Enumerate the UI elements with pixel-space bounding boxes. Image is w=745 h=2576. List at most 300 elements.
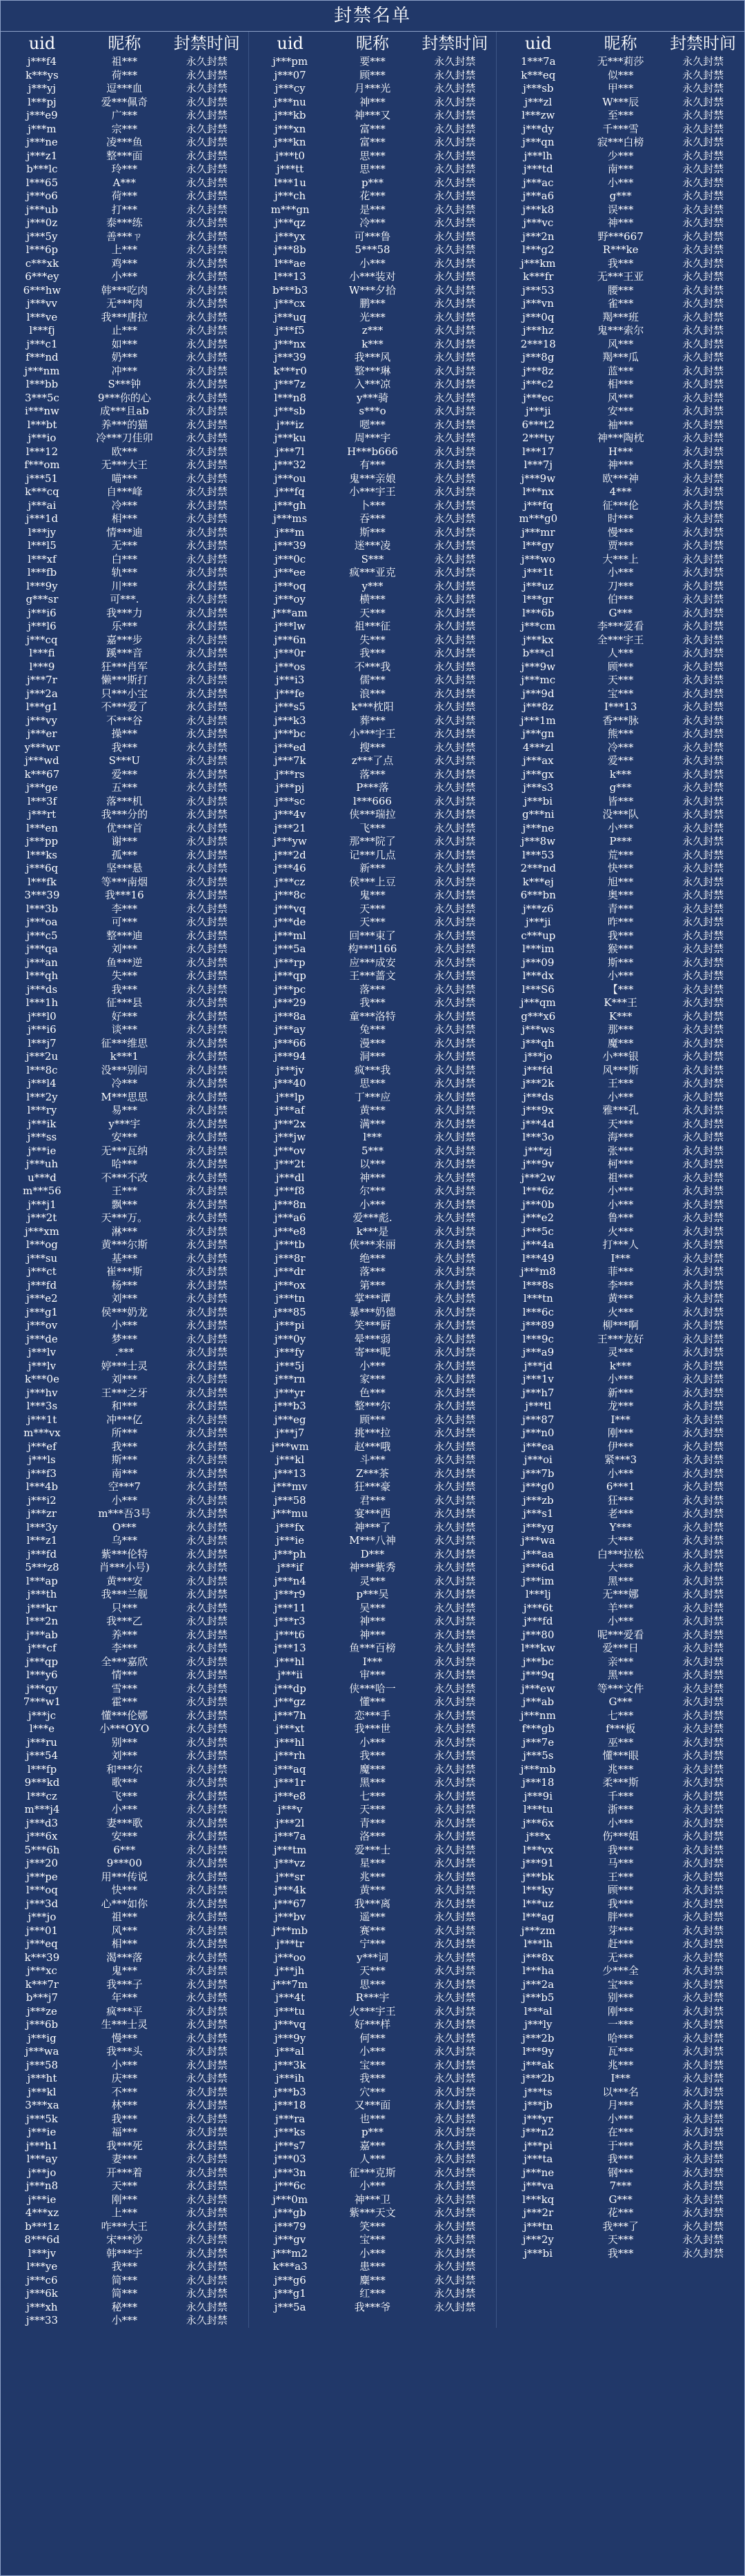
ban-time-cell: 永久封禁 <box>434 310 476 323</box>
ban-time-cell: 永久封禁 <box>434 1427 476 1439</box>
uid-cell: l***xf <box>28 552 57 565</box>
table-row <box>1 996 248 1010</box>
table-row <box>1 593 248 607</box>
ban-time-cell: 永久封禁 <box>434 1628 476 1641</box>
nickname-cell: 野***667 <box>597 230 644 243</box>
ban-time-cell: 永久封禁 <box>434 1762 476 1775</box>
ban-time-cell: 永久封禁 <box>186 1332 228 1345</box>
nickname-cell: 呢***爱看 <box>597 1628 644 1641</box>
uid-cell: j***33 <box>26 2314 59 2326</box>
nickname-cell: 小***装对 <box>349 270 396 283</box>
nickname-cell: 人*** <box>607 647 634 659</box>
table-row <box>249 1252 497 1266</box>
uid-cell: j***2b <box>522 2072 555 2084</box>
table-row <box>497 2059 744 2073</box>
nickname-cell: 韩***吃肉 <box>101 283 148 296</box>
uid-cell: j***46 <box>274 862 306 874</box>
table-row <box>249 1763 497 1777</box>
table-row <box>1 1884 248 1898</box>
table-row <box>497 203 744 217</box>
uid-cell: j***ov <box>275 1144 306 1157</box>
ban-time-cell: 永久封禁 <box>434 270 476 283</box>
uid-cell: j***ox <box>275 1278 306 1291</box>
ban-time-cell: 永久封禁 <box>682 2220 724 2233</box>
ban-time-cell: 永久封禁 <box>434 499 476 512</box>
uid-cell: j***af <box>275 1104 305 1116</box>
table-row <box>249 714 497 728</box>
nickname-cell: 第*** <box>359 1278 386 1291</box>
ban-time-cell: 永久封禁 <box>434 1480 476 1493</box>
ban-time-cell: 永久封禁 <box>186 1642 228 1654</box>
table-row <box>497 1830 744 1844</box>
table-row <box>1 392 248 405</box>
ban-time-cell: 永久封禁 <box>434 55 476 68</box>
table-row <box>1 109 248 123</box>
table-row <box>249 808 497 822</box>
ban-time-cell: 永久封禁 <box>434 203 476 216</box>
uid-cell: j***5a <box>274 943 306 955</box>
table-row <box>497 1306 744 1320</box>
nickname-cell: 我***乙 <box>106 1615 143 1627</box>
ban-time-cell: 永久封禁 <box>434 283 476 296</box>
nickname-cell: 鬼*** <box>111 1964 138 1977</box>
uid-cell: j***5y <box>26 230 58 243</box>
ban-time-cell: 永久封禁 <box>186 512 228 525</box>
uid-cell: j***ze <box>26 2004 57 2017</box>
ban-time-cell: 永久封禁 <box>434 767 476 781</box>
table-row <box>249 1480 497 1494</box>
table-row <box>497 257 744 271</box>
nickname-cell: 鱼***逆 <box>106 956 143 969</box>
ban-time-cell: 永久封禁 <box>434 1978 476 1991</box>
ban-time-cell: 永久封禁 <box>682 929 724 942</box>
table-row <box>497 96 744 110</box>
header-uid: uid <box>525 34 552 53</box>
uid-cell: j***vq <box>275 902 306 915</box>
table-row <box>497 1978 744 1992</box>
ban-time-cell: 永久封禁 <box>434 1265 476 1278</box>
ban-time-cell: 永久封禁 <box>434 1830 476 1842</box>
ban-time-cell: 永久封禁 <box>434 821 476 834</box>
uid-cell: j***uq <box>274 310 306 323</box>
uid-cell: l***kq <box>522 2193 555 2206</box>
ban-time-cell: 永久封禁 <box>682 1386 724 1399</box>
table-row <box>497 781 744 795</box>
ban-time-cell: 永久封禁 <box>186 781 228 794</box>
ban-time-cell: 永久封禁 <box>186 929 228 942</box>
ban-time-cell: 永久封禁 <box>434 889 476 901</box>
nickname-cell: M***八神 <box>349 1534 396 1547</box>
table-row <box>497 566 744 580</box>
ban-time-cell: 永久封禁 <box>682 1884 724 1896</box>
nickname-cell: 情***迪 <box>106 525 143 539</box>
uid-cell: j***x <box>526 1830 551 1842</box>
nickname-cell: 小***宇王 <box>349 485 396 498</box>
uid-cell: j***4a <box>522 1238 555 1251</box>
ban-time-cell: 永久封禁 <box>186 485 228 498</box>
ban-time-cell: 永久封禁 <box>434 68 476 81</box>
nickname-cell: 奥*** <box>607 889 634 901</box>
nickname-cell: H*** <box>608 445 633 458</box>
nickname-cell: 所*** <box>111 1427 138 1439</box>
ban-time-cell: 永久封禁 <box>682 821 724 834</box>
nickname-cell: 我***世 <box>354 1722 391 1735</box>
table-row <box>497 1615 744 1629</box>
ban-time-cell: 永久封禁 <box>186 1843 228 1856</box>
uid-cell: j***tl <box>525 1400 552 1412</box>
uid-cell: j***9i <box>524 1789 553 1802</box>
table-row <box>497 1642 744 1656</box>
nickname-cell: 满*** <box>359 1117 386 1130</box>
uid-cell: j***n2 <box>522 2126 555 2138</box>
ban-time-cell: 永久封禁 <box>434 687 476 700</box>
uid-cell: j***8n <box>274 1198 306 1211</box>
uid-cell: j***jv <box>276 1063 304 1076</box>
table-row <box>497 701 744 714</box>
ban-time-cell: 永久封禁 <box>434 418 476 431</box>
nickname-cell: 冷*** <box>359 217 386 229</box>
nickname-cell: 小*** <box>111 1319 138 1331</box>
ban-time-cell: 永久封禁 <box>186 714 228 727</box>
nickname-cell: p***吴 <box>356 1588 389 1600</box>
ban-time-cell: 永久封禁 <box>186 1292 228 1305</box>
table-row <box>497 1480 744 1494</box>
ban-time-cell: 永久封禁 <box>682 1211 724 1224</box>
nickname-cell: 天***万。 <box>101 1211 148 1224</box>
table-row <box>249 1158 497 1171</box>
ban-time-cell: 永久封禁 <box>682 1938 724 1950</box>
header-nickname: 昵称 <box>604 34 637 53</box>
nickname-cell: 别*** <box>111 1735 138 1749</box>
nickname-cell: 我***16 <box>105 889 144 901</box>
table-row <box>1 2193 248 2207</box>
nickname-cell: 刚*** <box>607 1427 634 1439</box>
ban-time-cell: 永久封禁 <box>682 243 724 256</box>
uid-cell: j***0q <box>522 310 555 323</box>
ban-time-cell: 永久封禁 <box>434 82 476 94</box>
table-row <box>249 2301 497 2315</box>
ban-time-cell: 永久封禁 <box>186 1870 228 1883</box>
table-row <box>1 2314 248 2328</box>
uid-cell: j***2d <box>274 848 306 861</box>
table-row <box>249 351 497 365</box>
ban-time-cell: 永久封禁 <box>186 1238 228 1251</box>
nickname-cell: 逗***血 <box>106 82 143 94</box>
table-row <box>1 849 248 863</box>
ban-time-cell: 永久封禁 <box>682 1319 724 1331</box>
table-row <box>249 969 497 983</box>
ban-time-cell: 永久封禁 <box>682 136 724 148</box>
uid-cell: j***pi <box>524 2139 553 2152</box>
uid-cell: j***qa <box>26 943 58 955</box>
ban-time-cell: 永久封禁 <box>682 525 724 539</box>
uid-cell: m***j4 <box>24 1803 60 1815</box>
ban-time-cell: 永久封禁 <box>682 351 724 363</box>
nickname-cell: 小*** <box>607 1467 634 1480</box>
ban-time-cell: 永久封禁 <box>682 701 724 713</box>
ban-time-cell: 永久封禁 <box>682 862 724 874</box>
table-row <box>249 566 497 580</box>
ban-time-cell: 永久封禁 <box>682 956 724 969</box>
table-row <box>249 1037 497 1051</box>
ban-time-cell: 永久封禁 <box>186 1628 228 1641</box>
uid-cell: l***3f <box>27 794 57 807</box>
uid-cell: j***c5 <box>26 929 58 942</box>
nickname-cell: 晕***弱 <box>354 1332 391 1345</box>
nickname-cell: 谢*** <box>111 835 138 847</box>
nickname-cell: 【*** <box>607 983 634 996</box>
uid-cell: j***c1 <box>26 337 58 350</box>
ban-time-cell: 永久封禁 <box>682 1803 724 1815</box>
ban-time-cell: 永久封禁 <box>682 1843 724 1856</box>
uid-cell: j***2t <box>275 1158 305 1170</box>
uid-cell: j***ay <box>275 1023 306 1036</box>
uid-cell: j***g1 <box>274 2287 306 2300</box>
table-row <box>249 1938 497 1951</box>
table-row <box>497 876 744 889</box>
ban-time-cell: 永久封禁 <box>186 956 228 969</box>
nickname-cell: 快*** <box>111 1884 138 1896</box>
nickname-cell: 开***着 <box>106 2166 143 2179</box>
ban-time-cell: 永久封禁 <box>186 1023 228 1036</box>
ban-time-cell: 永久封禁 <box>186 1063 228 1076</box>
uid-cell: j***ee <box>275 566 306 578</box>
ban-time-cell: 永久封禁 <box>186 660 228 673</box>
ban-time-cell: 永久封禁 <box>434 2220 476 2233</box>
nickname-cell: 宝*** <box>607 687 634 700</box>
ban-time-cell: 永久封禁 <box>434 190 476 202</box>
uid-cell: l***bb <box>26 378 59 390</box>
table-row <box>1 1924 248 1938</box>
ban-time-cell: 永久封禁 <box>434 835 476 847</box>
nickname-cell: 时*** <box>607 512 634 525</box>
nickname-cell: 鬼***索尔 <box>597 324 644 336</box>
table-row <box>249 2126 497 2140</box>
nickname-cell: 斯*** <box>111 1453 138 1466</box>
nickname-cell: 小*** <box>607 1373 634 1385</box>
ban-time-cell: 永久封禁 <box>434 1938 476 1950</box>
table-row <box>249 2220 497 2234</box>
table-row <box>249 1844 497 1858</box>
ban-time-cell: 永久封禁 <box>434 512 476 525</box>
table-row <box>1 96 248 110</box>
uid-cell: j***yg <box>522 1520 554 1533</box>
ban-time-cell: 永久封禁 <box>186 2166 228 2179</box>
table-row <box>1 351 248 365</box>
ban-time-cell: 永久封禁 <box>682 1104 724 1116</box>
table-row <box>249 445 497 459</box>
table-row <box>249 1884 497 1898</box>
uid-cell: j***e8 <box>274 1225 306 1238</box>
nickname-cell: 我*** <box>111 2260 138 2273</box>
uid-cell: j***ac <box>523 176 554 189</box>
uid-cell: j***g1 <box>26 1305 59 1318</box>
table-row <box>1 1373 248 1387</box>
table-row <box>1 1817 248 1831</box>
uid-cell: j***87 <box>522 1413 555 1426</box>
table-row <box>497 109 744 123</box>
uid-cell: j***gh <box>274 499 306 512</box>
ban-time-cell: 永久封禁 <box>682 1171 724 1184</box>
ban-time-cell: 永久封禁 <box>682 1063 724 1076</box>
uid-cell: j***j7 <box>275 1427 305 1439</box>
uid-cell: j***21 <box>274 821 306 834</box>
uid-cell: j***oq <box>274 579 306 592</box>
uid-cell: j***6x <box>522 1816 554 1829</box>
nickname-cell: 狂***豪 <box>354 1480 391 1493</box>
nickname-cell: 大*** <box>607 1561 634 1573</box>
ban-time-cell: 永久封禁 <box>434 1911 476 1923</box>
uid-cell: j***io <box>28 432 57 444</box>
ban-time-cell: 永久封禁 <box>682 1655 724 1668</box>
uid-cell: j***20 <box>26 1857 59 1869</box>
ban-time-cell: 永久封禁 <box>186 2112 228 2125</box>
uid-cell: j***c6 <box>26 2273 58 2286</box>
ban-time-cell: 永久封禁 <box>434 647 476 659</box>
table-row <box>1 1131 248 1145</box>
uid-cell: j***ra <box>275 2112 306 2125</box>
ban-time-cell: 永久封禁 <box>682 1762 724 1775</box>
table-row <box>1 1898 248 1911</box>
ban-time-cell: 永久封禁 <box>682 2018 724 2031</box>
nickname-cell: 全***嘉欣 <box>101 1655 148 1668</box>
ban-time-cell: 永久封禁 <box>186 1776 228 1789</box>
nickname-cell: 乌*** <box>111 1534 138 1547</box>
table-row <box>249 1991 497 2005</box>
nickname-cell: 丁***应 <box>354 1090 391 1103</box>
uid-cell: l***53 <box>522 848 555 861</box>
table-row <box>249 1050 497 1064</box>
ban-time-cell: 永久封禁 <box>434 862 476 874</box>
uid-cell: m***vx <box>23 1427 61 1439</box>
table-row <box>497 1790 744 1804</box>
uid-cell: j***s1 <box>523 1507 554 1520</box>
ban-time-cell: 永久封禁 <box>682 1440 724 1453</box>
table-row <box>497 351 744 365</box>
nickname-cell: 赛*** <box>359 1924 386 1937</box>
table-row <box>249 257 497 271</box>
table-row <box>1 1494 248 1508</box>
table-header-row <box>497 32 744 55</box>
nickname-cell: 少***全 <box>602 1964 639 1977</box>
nickname-cell: 止*** <box>111 324 138 336</box>
nickname-cell: 咋***大王 <box>101 2220 148 2233</box>
nickname-cell: 顾*** <box>359 68 386 81</box>
table-row <box>1 862 248 876</box>
ban-time-cell: 永久封禁 <box>682 983 724 996</box>
uid-cell: l***y6 <box>26 1669 58 1681</box>
ban-time-cell: 永久封禁 <box>186 674 228 686</box>
table-row <box>249 2206 497 2220</box>
table-row <box>249 983 497 997</box>
ban-time-cell: 永久封禁 <box>186 55 228 68</box>
nickname-cell: 天*** <box>359 606 386 619</box>
ban-time-cell: 永久封禁 <box>186 203 228 216</box>
table-row <box>1 1413 248 1427</box>
uid-cell: l***vx <box>523 1843 554 1856</box>
uid-cell: j***vv <box>26 297 57 310</box>
table-row <box>249 419 497 432</box>
table-row <box>497 1387 744 1400</box>
nickname-cell: 等***南烟 <box>101 875 148 888</box>
ban-time-cell: 永久封禁 <box>682 1023 724 1036</box>
table-row <box>497 808 744 822</box>
ban-time-cell: 永久封禁 <box>682 660 724 673</box>
uid-cell: l***6p <box>26 243 59 256</box>
uid-cell: l***ye <box>26 2260 58 2273</box>
ban-time-cell: 永久封禁 <box>682 1077 724 1089</box>
uid-cell: j***5k <box>26 2112 58 2125</box>
ban-time-cell: 永久封禁 <box>186 2031 228 2044</box>
ban-time-cell: 永久封禁 <box>434 1843 476 1856</box>
ban-time-cell: 永久封禁 <box>434 1642 476 1654</box>
nickname-cell: 飞*** <box>359 821 386 834</box>
nickname-cell: 等***文件 <box>597 1682 644 1695</box>
uid-cell: j***o6 <box>26 190 58 202</box>
table-row <box>497 1400 744 1413</box>
ban-time-cell: 永久封禁 <box>682 835 724 847</box>
ban-time-cell: 永久封禁 <box>434 2233 476 2246</box>
nickname-cell: 火***宇王 <box>349 2004 396 2017</box>
table-row <box>497 1669 744 1682</box>
uid-cell: l***9c <box>522 1332 554 1345</box>
table-row <box>249 1400 497 1413</box>
nickname-cell: 黄*** <box>607 1292 634 1305</box>
table-row <box>497 1091 744 1105</box>
ban-time-cell: 永久封禁 <box>186 1897 228 1910</box>
nickname-cell: 凌***鱼 <box>106 136 143 148</box>
ban-time-cell: 永久封禁 <box>186 767 228 781</box>
uid-cell: l***3y <box>26 1520 58 1533</box>
uid-cell: j***tn <box>275 1292 306 1305</box>
uid-cell: j***18 <box>522 1776 555 1789</box>
ban-time-cell: 永久封禁 <box>434 432 476 444</box>
table-row <box>1 741 248 755</box>
table-row <box>249 2059 497 2073</box>
uid-cell: j***tt <box>277 163 304 175</box>
nickname-cell: 猴*** <box>607 943 634 955</box>
table-row <box>1 1252 248 1266</box>
table-row <box>1 1669 248 1682</box>
ban-time-cell: 永久封禁 <box>682 1722 724 1735</box>
ban-time-cell: 永久封禁 <box>434 848 476 861</box>
ban-time-cell: 永久封禁 <box>682 1642 724 1654</box>
nickname-cell: 小*** <box>359 2045 386 2057</box>
uid-cell: j***4d <box>522 1117 555 1130</box>
ban-time-cell: 永久封禁 <box>434 1278 476 1291</box>
nickname-cell: 伊*** <box>607 1440 634 1453</box>
nickname-cell: 神***陶枕 <box>597 432 644 444</box>
ban-time-cell: 永久封禁 <box>434 1735 476 1749</box>
table-row <box>249 1898 497 1911</box>
table-row <box>1 687 248 701</box>
table-row <box>1 82 248 96</box>
nickname-cell: 王***蔷文 <box>349 969 396 982</box>
ban-time-cell: 永久封禁 <box>682 2045 724 2057</box>
table-row <box>497 1494 744 1508</box>
ban-time-cell: 永久封禁 <box>186 1762 228 1775</box>
uid-cell: j***ne <box>522 821 555 834</box>
table-row <box>1 1844 248 1858</box>
ban-time-cell: 永久封禁 <box>682 794 724 807</box>
table-row <box>1 2153 248 2166</box>
nickname-cell: 宋***沙 <box>106 2233 143 2246</box>
table-row <box>1 1037 248 1051</box>
nickname-cell: 横*** <box>359 593 386 605</box>
uid-cell: l***jv <box>28 2246 57 2260</box>
table-row <box>1 956 248 970</box>
nickname-cell: 神*** <box>607 217 634 229</box>
